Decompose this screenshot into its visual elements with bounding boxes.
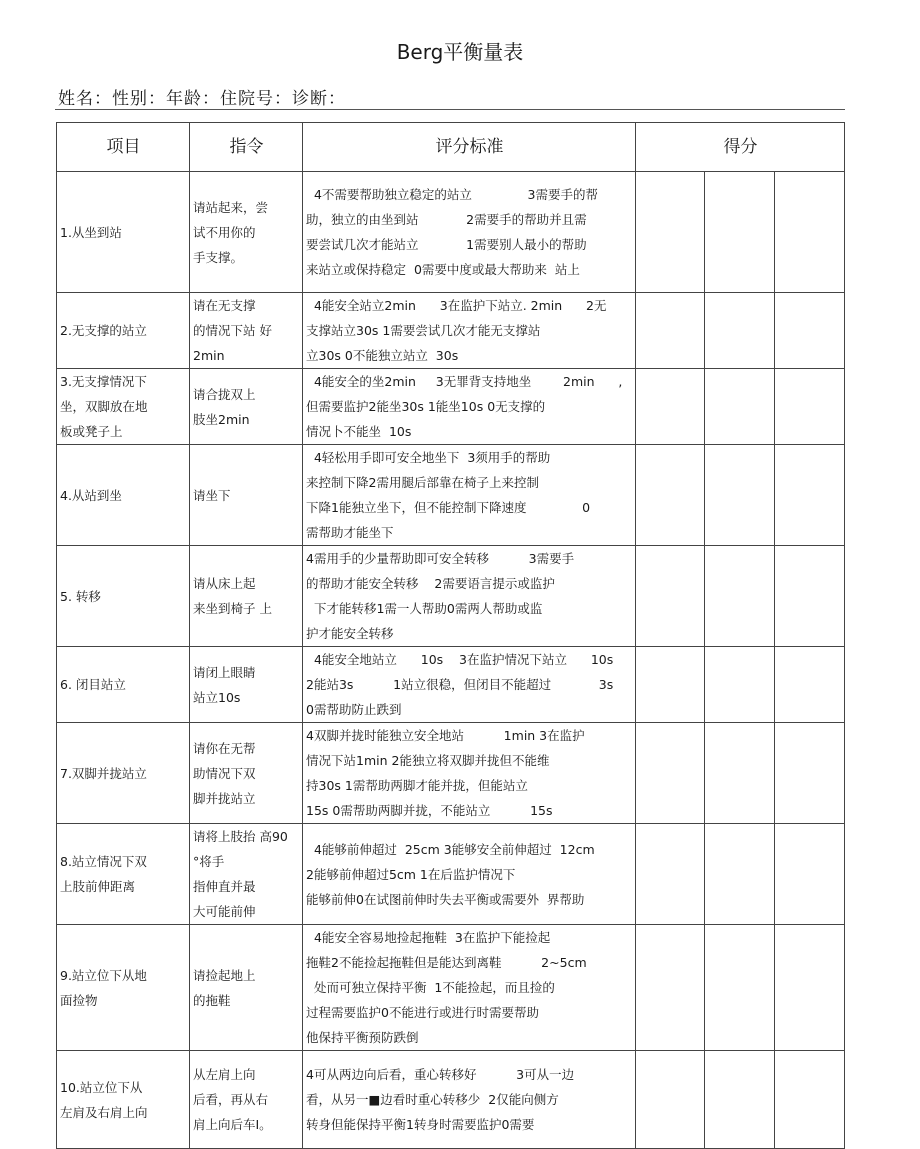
instruction-cell-line: 指伸直并最 — [193, 879, 256, 894]
criteria-cell — [303, 172, 636, 293]
criteria-cell — [303, 293, 636, 369]
header-instruction: 指令 — [190, 123, 303, 172]
item-cell-line: 坐，双脚放在地 — [60, 399, 148, 414]
criteria-cell — [303, 369, 636, 445]
instruction-cell-line: 后看，再从右 — [193, 1092, 269, 1107]
criteria-cell-line: 支撑站立30s 1需要尝试几次才能无支撑站 — [306, 323, 541, 338]
item-cell-line: 4.从站到坐 — [60, 487, 122, 503]
score-cell[interactable] — [705, 824, 775, 925]
criteria-cell-line: 他保持平衡预防跌倒 — [306, 1030, 419, 1045]
berg-balance-table — [56, 122, 845, 1149]
instruction-cell-line: 手支撑。 — [193, 249, 244, 265]
table-row — [57, 1051, 845, 1149]
criteria-cell-line: 4能安全的坐2min 3无罪背支持地坐 2min , — [306, 374, 623, 389]
instruction-cell — [190, 445, 303, 546]
instruction-cell — [190, 1051, 303, 1149]
patient-info-line: 姓名：性别：年龄：住院号：诊断： — [58, 89, 346, 109]
item-cell — [57, 723, 190, 824]
table-row — [57, 925, 845, 1051]
instruction-cell-line: 请捡起地上 — [193, 967, 256, 983]
instruction-cell-line: 来坐到椅子 上 — [193, 601, 272, 616]
criteria-cell-line: 4能够前伸超过 25cm 3能够安全前伸超过 12cm — [306, 841, 595, 857]
table-row — [57, 293, 845, 369]
criteria-cell-line: 4需用手的少量帮助即可安全转移 3需要手 — [306, 551, 575, 566]
criteria-cell — [303, 925, 636, 1051]
item-cell-line: 上肢前伸距离 — [60, 879, 136, 894]
score-cell[interactable] — [705, 723, 775, 824]
criteria-cell-line: 处而可独立保持平衡 1不能捡起，而且捡的 — [306, 980, 555, 995]
instruction-cell — [190, 647, 303, 723]
instruction-cell-line: °将手 — [193, 854, 225, 869]
criteria-cell-line: 4能安全容易地捡起拖鞋 3在监护下能捡起 — [306, 930, 551, 945]
item-cell-line: 8.站立情况下双 — [60, 854, 147, 869]
instruction-cell — [190, 369, 303, 445]
header-score: 得分 — [636, 123, 845, 172]
criteria-cell-line: 转身但能保持平衡1转身时需要监护0需要 — [306, 1117, 535, 1132]
criteria-cell-line: 情况卜不能坐 10s — [306, 424, 412, 439]
header-item: 项目 — [57, 123, 190, 172]
instruction-cell-line: 脚并拢站立 — [193, 790, 256, 806]
item-cell-line: 5. 转移 — [60, 588, 101, 604]
instruction-cell-line: 大可能前伸 — [193, 904, 256, 919]
criteria-cell-line: 来控制下降2需用腿后部靠在椅子上来控制 — [306, 475, 539, 490]
criteria-cell-line: 4能安全站立2min 3在监护下站立. 2min 2无 — [306, 298, 607, 313]
table-header-row — [57, 123, 845, 172]
instruction-cell — [190, 293, 303, 369]
score-cell[interactable] — [775, 723, 845, 824]
item-cell — [57, 647, 190, 723]
criteria-cell-line: 来站立或保持稳定 0需要中度或最大帮助来 站上 — [306, 262, 580, 277]
info-divider — [55, 109, 845, 110]
instruction-cell-line: 站立10s — [193, 689, 241, 705]
instruction-cell — [190, 824, 303, 925]
criteria-cell-line: 能够前伸0在试图前伸时失去平衡或需要外 界帮助 — [306, 891, 585, 907]
criteria-cell-line: 看，从另一■边看时重心转移少 2仅能向侧方 — [306, 1092, 559, 1107]
instruction-cell-line: 请坐下 — [193, 487, 231, 503]
item-cell — [57, 1051, 190, 1149]
instruction-cell-line: 肩上向后车I。 — [193, 1117, 272, 1132]
instruction-cell-line: 从左肩上向 — [193, 1067, 256, 1082]
item-cell — [57, 824, 190, 925]
criteria-cell-line: 过程需要监护0不能进行或进行时需要帮助 — [306, 1005, 539, 1020]
item-cell-line: 3.无支撑情况下 — [60, 374, 147, 389]
page-title: Berg平衡量表 — [396, 40, 524, 64]
item-cell-line: 板或凳子上 — [60, 424, 123, 439]
criteria-cell — [303, 1051, 636, 1149]
criteria-cell-line: 持30s 1需帮助两脚才能并拢，但能站立 — [306, 778, 528, 793]
score-cell[interactable] — [705, 546, 775, 647]
score-cell[interactable] — [636, 369, 705, 445]
criteria-cell-line: 情况下站1min 2能独立将双脚并拢但不能维 — [306, 753, 550, 768]
criteria-cell-line: 4可从两边向后看，重心转移好 3可从一边 — [306, 1067, 575, 1082]
instruction-cell-line: 试不用你的 — [193, 224, 256, 240]
score-cell[interactable] — [775, 925, 845, 1051]
criteria-cell-line: 4能安全地站立 10s 3在监护情况下站立 10s — [306, 652, 614, 667]
criteria-cell — [303, 546, 636, 647]
criteria-cell-line: 的帮助才能安全转移 2需要语言提示或监护 — [306, 576, 555, 591]
criteria-cell-line: 但需要监护2能坐30s 1能坐10s 0无支撑的 — [306, 399, 546, 414]
table-row — [57, 369, 845, 445]
score-cell[interactable] — [775, 445, 845, 546]
criteria-cell-line: 4轻松用手即可安全地坐下 3须用手的帮助 — [306, 450, 551, 465]
item-cell — [57, 293, 190, 369]
score-cell[interactable] — [775, 1051, 845, 1149]
item-cell — [57, 445, 190, 546]
criteria-cell-line: 下降1能独立坐下，但不能控制下降速度 0 — [306, 500, 591, 515]
score-cell[interactable] — [775, 647, 845, 723]
instruction-cell — [190, 546, 303, 647]
score-cell[interactable] — [636, 723, 705, 824]
score-cell[interactable] — [705, 172, 775, 293]
instruction-cell-line: 请闭上眼睛 — [193, 664, 256, 680]
criteria-cell-line: 立30s 0不能独立站立 30s — [306, 348, 459, 363]
item-cell-line: 6. 闭目站立 — [60, 677, 126, 692]
header-criteria: 评分标准 — [303, 123, 636, 172]
criteria-cell-line: 需帮助才能坐下 — [306, 525, 394, 540]
criteria-cell-line: 要尝试几次才能站立 1需要别人最小的帮助 — [306, 237, 587, 252]
score-cell[interactable] — [775, 293, 845, 369]
score-cell[interactable] — [775, 369, 845, 445]
table-row — [57, 445, 845, 546]
instruction-cell-line: 请将上肢抬 高90 — [193, 829, 288, 844]
item-cell-line: 7.双脚并拢站立 — [60, 765, 147, 781]
table-row — [57, 647, 845, 723]
item-cell-line: 1.从坐到站 — [60, 224, 122, 240]
instruction-cell-line: 助情况下双 — [193, 765, 256, 781]
criteria-cell — [303, 723, 636, 824]
score-cell[interactable] — [636, 925, 705, 1051]
score-cell[interactable] — [636, 1051, 705, 1149]
criteria-cell-line: 4不需要帮助独立稳定的站立 3需要手的帮 — [306, 187, 598, 202]
score-cell[interactable] — [636, 172, 705, 293]
score-cell[interactable] — [705, 1051, 775, 1149]
instruction-cell-line: 的情况下站 好 — [193, 323, 272, 338]
score-cell[interactable] — [705, 925, 775, 1051]
criteria-cell-line: 0需帮助防止跌到 — [306, 702, 402, 717]
score-cell[interactable] — [705, 647, 775, 723]
score-cell[interactable] — [636, 824, 705, 925]
score-cell[interactable] — [775, 172, 845, 293]
score-cell[interactable] — [705, 293, 775, 369]
item-cell — [57, 172, 190, 293]
instruction-cell-line: 请从床上起 — [193, 576, 256, 591]
instruction-cell — [190, 172, 303, 293]
item-cell-line: 2.无支撑的站立 — [60, 323, 147, 338]
instruction-cell-line: 肢坐2min — [193, 411, 250, 427]
criteria-cell-line: 2能站3s 1站立很稳，但闭目不能超过 3s — [306, 677, 614, 692]
item-cell — [57, 369, 190, 445]
item-cell-line: 左肩及右肩上向 — [60, 1104, 148, 1120]
criteria-cell — [303, 824, 636, 925]
criteria-cell — [303, 647, 636, 723]
item-cell-line: 10.站立位下从 — [60, 1079, 143, 1095]
score-cell[interactable] — [705, 445, 775, 546]
instruction-cell-line: 请在无支撑 — [193, 298, 256, 313]
criteria-cell-line: 2能够前伸超过5cm 1在后监护情况下 — [306, 866, 516, 882]
score-cell[interactable] — [636, 293, 705, 369]
score-cell[interactable] — [636, 647, 705, 723]
score-cell[interactable] — [775, 546, 845, 647]
criteria-cell-line: 下才能转移1需一人帮助0需两人帮助或监 — [306, 601, 543, 616]
item-cell-line: 面捡物 — [60, 992, 98, 1008]
item-cell-line: 9.站立位下从地 — [60, 967, 147, 983]
criteria-cell-line: 15s 0需帮助两脚并拢，不能站立 15s — [306, 803, 553, 818]
item-cell — [57, 546, 190, 647]
table-row — [57, 824, 845, 925]
instruction-cell-line: 请站起来，尝 — [193, 199, 269, 215]
instruction-cell-line: 的拖鞋 — [193, 992, 231, 1008]
criteria-cell-line: 拖鞋2不能捡起拖鞋但是能达到离鞋 2~5cm — [306, 955, 587, 970]
criteria-cell-line: 护才能安全转移 — [306, 626, 394, 641]
instruction-cell-line: 请合拢双上 — [193, 386, 256, 402]
instruction-cell — [190, 723, 303, 824]
instruction-cell-line: 请你在无帮 — [193, 740, 256, 756]
table-row — [57, 172, 845, 293]
table-row — [57, 546, 845, 647]
item-cell — [57, 925, 190, 1051]
instruction-cell — [190, 925, 303, 1051]
table-row — [57, 723, 845, 824]
criteria-cell — [303, 445, 636, 546]
score-cell[interactable] — [636, 546, 705, 647]
score-cell[interactable] — [705, 369, 775, 445]
criteria-cell-line: 助，独立的由坐到站 2需要手的帮助并且需 — [306, 212, 587, 227]
score-cell[interactable] — [775, 824, 845, 925]
score-cell[interactable] — [636, 445, 705, 546]
instruction-cell-line: 2min — [193, 348, 225, 363]
criteria-cell-line: 4双脚并拢时能独立安全地站 1min 3在监护 — [306, 728, 585, 743]
